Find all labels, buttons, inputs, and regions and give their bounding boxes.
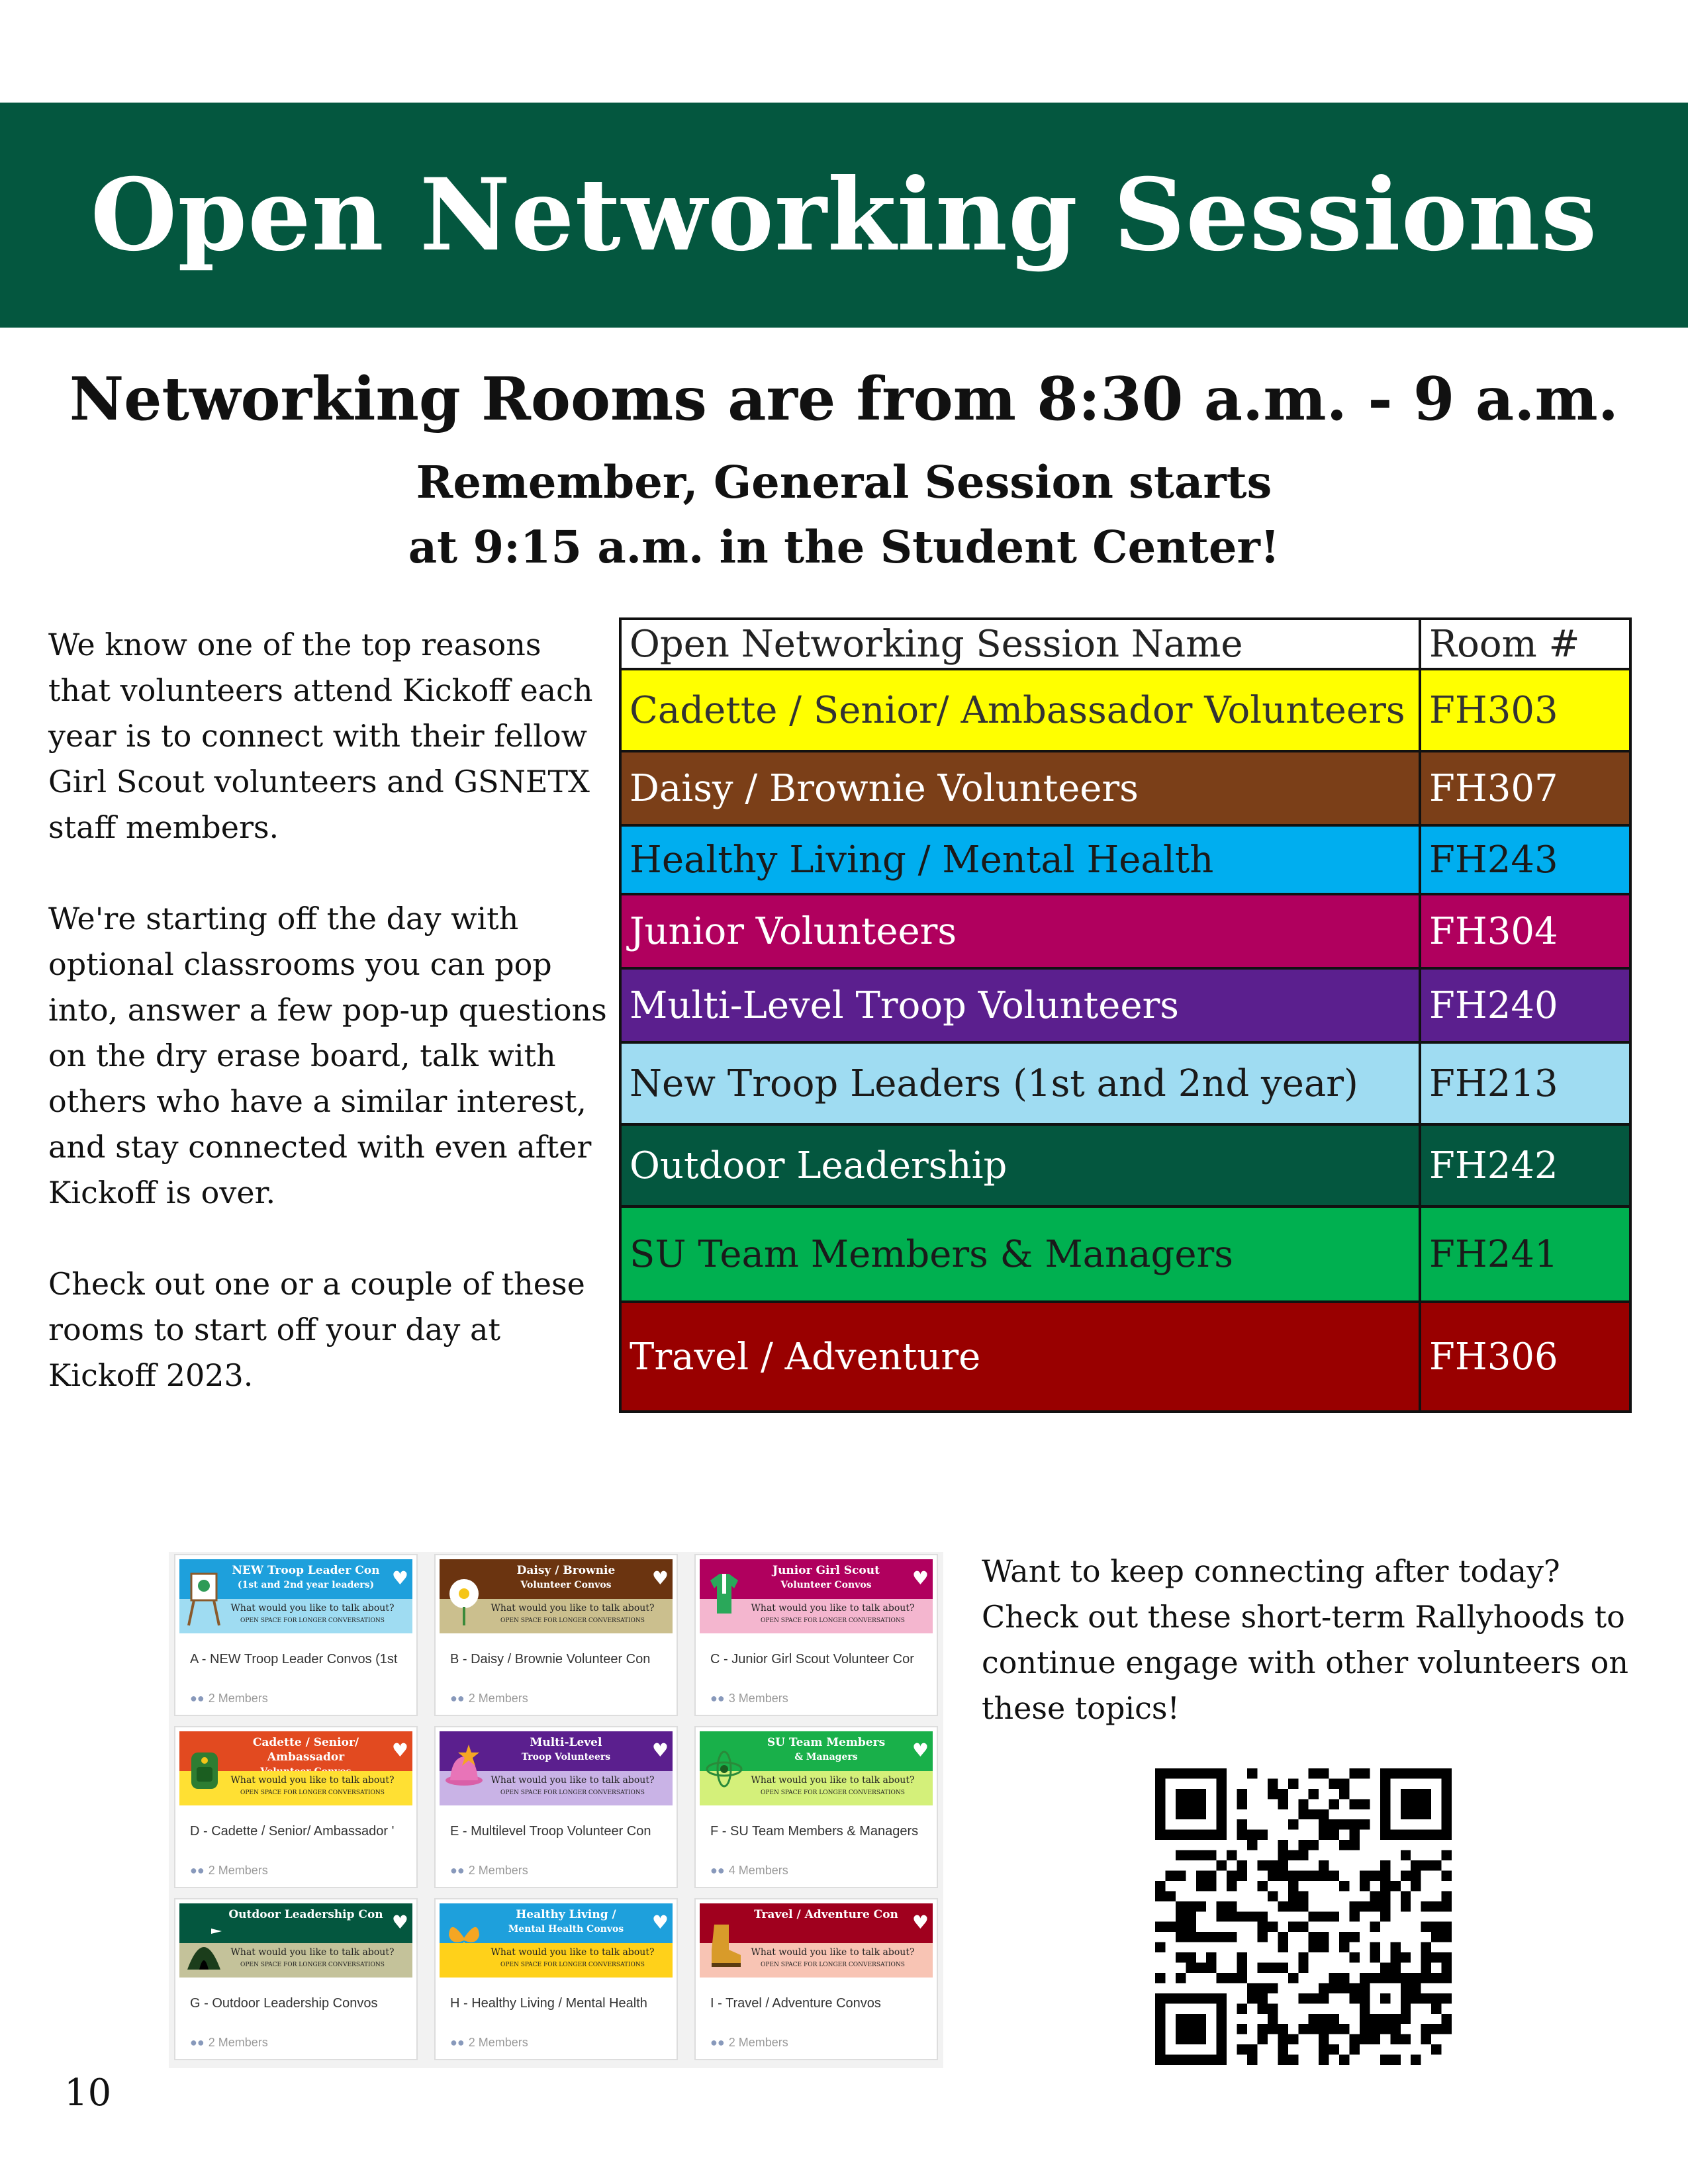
card-prompt-note: OPEN SPACE FOR LONGER CONVERSATIONS — [761, 1790, 905, 1796]
members-count: 2 Members — [468, 1864, 528, 1877]
shirt-icon — [705, 1567, 743, 1627]
butterfly-icon — [445, 1911, 483, 1971]
heart-icon[interactable]: ♥ — [391, 1567, 408, 1589]
card-title[interactable]: C - Junior Girl Scout Volunteer Cor — [710, 1652, 914, 1666]
table-row — [620, 894, 1630, 968]
card-prompt-note: OPEN SPACE FOR LONGER CONVERSATIONS — [761, 1617, 905, 1624]
members-icon: ●● — [190, 1864, 205, 1877]
card-members — [450, 2036, 528, 2050]
title-banner — [0, 103, 1688, 328]
easel-icon — [185, 1567, 223, 1627]
card-prompt-question: What would you like to talk about? — [491, 1775, 655, 1786]
intro-paragraph-1: We know one of the top reasons that volunteers attend Kickoff each year is to connect with their fellow Girl Scout volunteers and GSNETX staff members. — [48, 627, 593, 845]
members-count: 2 Members — [208, 2036, 268, 2049]
card-title[interactable]: D - Cadette / Senior/ Ambassador ' — [190, 1824, 395, 1839]
card-prompt-question: What would you like to talk about? — [230, 1775, 395, 1786]
members-icon: ●● — [710, 2036, 725, 2049]
card-header-line1: Healthy Living / — [516, 1908, 616, 1921]
table-row — [620, 825, 1630, 894]
card-prompt-question: What would you like to talk about? — [491, 1603, 655, 1614]
members-icon: ●● — [710, 1864, 725, 1877]
card-header-line2: Mental Health Convos — [508, 1924, 624, 1934]
sessions-table — [619, 617, 1632, 1413]
members-icon: ●● — [450, 1692, 465, 1705]
heart-icon[interactable]: ♥ — [912, 1567, 929, 1589]
heart-icon[interactable]: ♥ — [912, 1911, 929, 1933]
card-prompt-note: OPEN SPACE FOR LONGER CONVERSATIONS — [761, 1962, 905, 1968]
card-prompt-question: What would you like to talk about? — [230, 1603, 395, 1614]
members-count: 4 Members — [728, 1864, 788, 1877]
card-title[interactable]: A - NEW Troop Leader Convos (1st — [190, 1652, 398, 1666]
page-title: Open Networking Sessions — [90, 157, 1598, 273]
daisy-icon — [445, 1567, 483, 1627]
card-header-line2: (1st and 2nd year leaders) — [237, 1580, 375, 1590]
page-number: 10 — [64, 2071, 112, 2115]
heart-icon[interactable]: ♥ — [912, 1739, 929, 1761]
table-row — [620, 751, 1630, 825]
card-prompt-note: OPEN SPACE FOR LONGER CONVERSATIONS — [240, 1617, 385, 1624]
room-number-cell: FH303 — [1420, 669, 1630, 751]
backpack-icon — [185, 1739, 223, 1799]
card-header-line1: NEW Troop Leader Con — [232, 1564, 380, 1577]
room-number-cell: FH242 — [1420, 1124, 1630, 1206]
card-prompt-note: OPEN SPACE FOR LONGER CONVERSATIONS — [500, 1962, 645, 1968]
card-prompt-question: What would you like to talk about? — [491, 1947, 655, 1958]
room-number-cell: FH241 — [1420, 1206, 1630, 1302]
general-session-note — [0, 450, 1688, 580]
rallyhood-card[interactable] — [434, 1898, 678, 2060]
table-row — [620, 669, 1630, 751]
rallyhood-card[interactable] — [174, 1726, 418, 1888]
session-name-cell: Multi-Level Troop Volunteers — [620, 968, 1420, 1042]
card-header-line1: SU Team Members — [767, 1736, 886, 1749]
members-count: 2 Members — [468, 1692, 528, 1705]
heart-icon[interactable]: ♥ — [391, 1739, 408, 1761]
session-name-cell: Cadette / Senior/ Ambassador Volunteers — [620, 669, 1420, 751]
general-session-line2: at 9:15 a.m. in the Student Center! — [408, 521, 1280, 573]
heart-icon[interactable]: ♥ — [391, 1911, 408, 1933]
card-members — [710, 1864, 788, 1878]
card-header-line2: Volunteer Convos — [780, 1580, 872, 1590]
session-name-cell: Daisy / Brownie Volunteers — [620, 751, 1420, 825]
table-header-row — [620, 619, 1630, 669]
card-header-line2: Troop Volunteers — [521, 1752, 611, 1762]
card-prompt-note: OPEN SPACE FOR LONGER CONVERSATIONS — [240, 1962, 385, 1968]
members-icon: ●● — [450, 2036, 465, 2049]
members-count: 2 Members — [468, 2036, 528, 2049]
members-count: 2 Members — [728, 2036, 788, 2049]
rallyhood-card[interactable] — [174, 1898, 418, 2060]
room-number-cell: FH213 — [1420, 1042, 1630, 1124]
card-members — [450, 1864, 528, 1878]
card-prompt-question: What would you like to talk about? — [230, 1947, 395, 1958]
card-members — [450, 1692, 528, 1706]
rallyhood-card[interactable] — [434, 1554, 678, 1716]
card-header-line1: Travel / Adventure Con — [754, 1908, 898, 1921]
room-number-cell: FH240 — [1420, 968, 1630, 1042]
heart-icon[interactable]: ♥ — [651, 1911, 669, 1933]
atom-icon — [705, 1739, 743, 1799]
table-row — [620, 1042, 1630, 1124]
members-count: 2 Members — [208, 1864, 268, 1877]
rallyhood-card[interactable] — [694, 1726, 938, 1888]
card-prompt-question: What would you like to talk about? — [751, 1775, 915, 1786]
card-prompt-note: OPEN SPACE FOR LONGER CONVERSATIONS — [240, 1790, 385, 1796]
card-header-line1: Multi-Level — [530, 1736, 602, 1749]
card-header-line2: & Managers — [794, 1752, 858, 1762]
room-number-cell: FH307 — [1420, 751, 1630, 825]
intro-text — [48, 622, 611, 1444]
card-header-line1: Junior Girl Scout — [773, 1564, 880, 1577]
boot-icon — [705, 1911, 743, 1971]
card-members — [710, 1692, 788, 1706]
card-members — [710, 2036, 788, 2050]
general-session-line1: Remember, General Session starts — [416, 456, 1272, 508]
room-number-cell: FH304 — [1420, 894, 1630, 968]
card-members — [190, 1692, 268, 1706]
column-header-room: Room # — [1420, 619, 1630, 669]
table-row — [620, 968, 1630, 1042]
card-prompt-note: OPEN SPACE FOR LONGER CONVERSATIONS — [500, 1617, 645, 1624]
card-prompt-question: What would you like to talk about? — [751, 1603, 915, 1614]
card-title[interactable]: G - Outdoor Leadership Convos — [190, 1996, 378, 2011]
session-name-cell: Healthy Living / Mental Health — [620, 825, 1420, 894]
rallyhood-card[interactable] — [694, 1898, 938, 2060]
hat-icon — [445, 1739, 483, 1799]
session-name-cell: Junior Volunteers — [620, 894, 1420, 968]
session-name-cell: Outdoor Leadership — [620, 1124, 1420, 1206]
card-title[interactable]: B - Daisy / Brownie Volunteer Con — [450, 1652, 651, 1666]
members-count: 3 Members — [728, 1692, 788, 1705]
card-members — [190, 2036, 268, 2050]
members-icon: ●● — [450, 1864, 465, 1877]
card-title[interactable]: F - SU Team Members & Managers — [710, 1824, 919, 1839]
session-name-cell: Travel / Adventure — [620, 1302, 1420, 1412]
intro-paragraph-2: We're starting off the day with optional classrooms you can pop into, answer a few pop-up questions on the dry erase board, talk with others who have a similar interest, and stay connected with even after Kickoff is over. — [48, 901, 607, 1210]
card-prompt-note: OPEN SPACE FOR LONGER CONVERSATIONS — [500, 1790, 645, 1796]
card-title[interactable]: E - Multilevel Troop Volunteer Con — [450, 1824, 651, 1839]
table-row — [620, 1302, 1630, 1412]
rallyhood-card[interactable] — [434, 1726, 678, 1888]
rallyhoods-text: Want to keep connecting after today? Check out these short-term Rallyhoods to continue engage with other volunteers on these topics! — [982, 1553, 1628, 1726]
intro-paragraph-3: Check out one or a couple of these rooms to start off your day at Kickoff 2023. — [48, 1266, 585, 1393]
column-header-session-name: Open Networking Session Name — [620, 619, 1420, 669]
tent-icon — [185, 1911, 223, 1971]
room-number-cell: FH306 — [1420, 1302, 1630, 1412]
card-title[interactable]: H - Healthy Living / Mental Health — [450, 1996, 647, 2011]
card-prompt-question: What would you like to talk about? — [751, 1947, 915, 1958]
card-members — [190, 1864, 268, 1878]
card-header-line2: Volunteer Convos — [520, 1580, 612, 1590]
card-header-line1: Cadette / Senior/ Ambassador — [252, 1736, 359, 1764]
members-icon: ●● — [190, 2036, 205, 2049]
members-count: 2 Members — [208, 1692, 268, 1705]
table-row — [620, 1124, 1630, 1206]
card-header-line1: Outdoor Leadership Con — [228, 1908, 383, 1921]
card-title[interactable]: I - Travel / Adventure Convos — [710, 1996, 881, 2011]
card-header-line1: Daisy / Brownie — [516, 1564, 616, 1577]
qr-code[interactable] — [1155, 1768, 1452, 2065]
rallyhood-card[interactable] — [694, 1554, 938, 1716]
room-number-cell: FH243 — [1420, 825, 1630, 894]
members-icon: ●● — [190, 1692, 205, 1705]
members-icon: ●● — [710, 1692, 725, 1705]
heart-icon[interactable]: ♥ — [651, 1567, 669, 1589]
heart-icon[interactable]: ♥ — [651, 1739, 669, 1761]
networking-time-heading: Networking Rooms are from 8:30 a.m. - 9 a.m. — [69, 364, 1619, 434]
session-name-cell: New Troop Leaders (1st and 2nd year) — [620, 1042, 1420, 1124]
table-row — [620, 1206, 1630, 1302]
rallyhood-card[interactable] — [174, 1554, 418, 1716]
session-name-cell: SU Team Members & Managers — [620, 1206, 1420, 1302]
rallyhood-cards-screenshot — [169, 1552, 943, 2068]
